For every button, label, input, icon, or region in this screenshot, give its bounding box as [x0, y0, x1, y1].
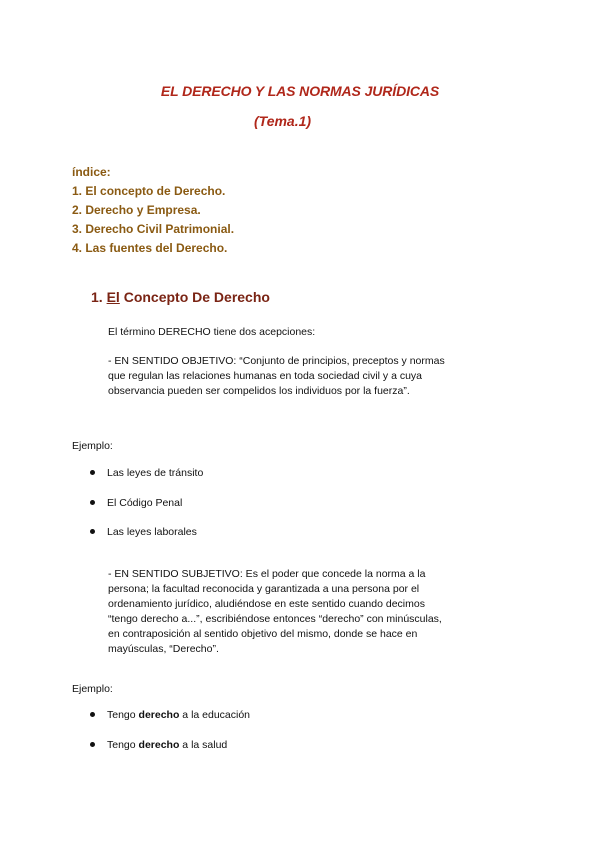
- list-item-text-pre: Tengo: [107, 709, 139, 721]
- toc-item: 2. Derecho y Empresa.: [72, 203, 201, 217]
- toc-heading: índice:: [72, 165, 111, 179]
- example-label: Ejemplo:: [72, 440, 113, 452]
- list-item: [90, 526, 197, 538]
- section-heading-underlined: El: [106, 289, 120, 305]
- document-subtitle: (Tema.1): [254, 113, 312, 129]
- toc-item: 3. Derecho Civil Patrimonial.: [72, 222, 235, 236]
- intro-paragraph: El término DERECHO tiene dos acepciones:: [108, 326, 316, 338]
- list-item: [90, 467, 203, 479]
- table-of-contents: [72, 163, 234, 258]
- list-item-text: Las leyes de tránsito: [107, 467, 204, 479]
- section-number: 1.: [91, 289, 103, 305]
- section-heading-text: Concepto De Derecho: [123, 289, 270, 305]
- list-item-text-bold: derecho: [138, 709, 180, 721]
- bullet-icon: [90, 712, 95, 717]
- bullet-icon: [90, 470, 95, 475]
- list-item-text-post: a la salud: [179, 739, 228, 751]
- list-item-text-bold: derecho: [138, 739, 180, 751]
- bullet-icon: [90, 742, 95, 747]
- bullet-icon: [90, 500, 95, 505]
- section-heading: [91, 289, 270, 305]
- list-item: [90, 739, 227, 751]
- list-item-text: El Código Penal: [107, 497, 183, 509]
- list-item-text: Las leyes laborales: [107, 526, 197, 538]
- bullet-icon: [90, 529, 95, 534]
- objective-sense-paragraph: - EN SENTIDO OBJETIVO: “Conjunto de principios, preceptos y normas que regulan las relaciones humanas en toda sociedad civil y a cuya observancia pueden ser compelidos los individuos por la fuerza”.: [108, 355, 445, 397]
- document-title: EL DERECHO Y LAS NORMAS JURÍDICAS: [160, 83, 440, 99]
- list-item-text-post: a la educación: [179, 709, 251, 721]
- subjective-sense-paragraph: - EN SENTIDO SUBJETIVO: Es el poder que concede la norma a la persona; la facultad reconocida y garantizada a una persona por el ordenamiento jurídico, aludiéndose en este sentido cuando decimos “tengo derecho a...”, escribiéndose entonces “derecho” con minúsculas, en contraposición al sentido objetivo del mismo, donde se hace en mayúsculas, “Derecho”.: [108, 568, 442, 655]
- list-item: [90, 497, 182, 509]
- list-item-text-pre: Tengo: [107, 739, 139, 751]
- example-label: Ejemplo:: [72, 683, 113, 695]
- toc-item: 4. Las fuentes del Derecho.: [72, 241, 228, 255]
- list-item: [90, 709, 250, 721]
- toc-item: 1. El concepto de Derecho.: [72, 184, 226, 198]
